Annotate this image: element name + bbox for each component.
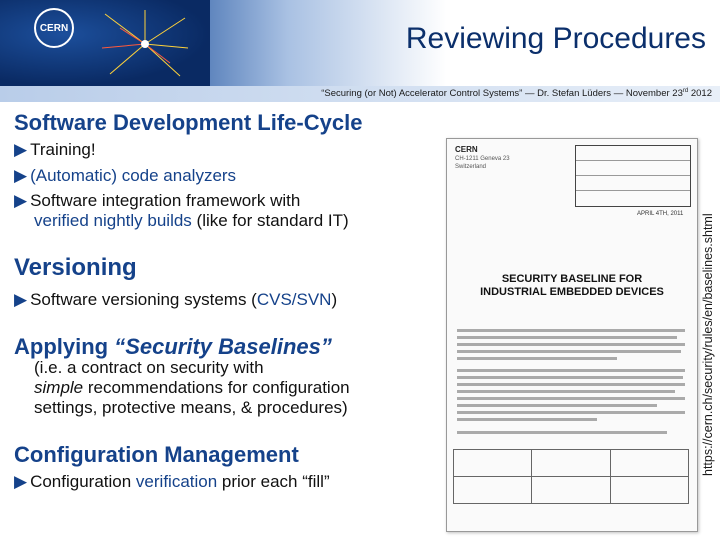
bullet-text-end: prior each “fill” <box>217 472 330 491</box>
bullet-integration <box>14 191 300 211</box>
doc-date: APRIL 4TH, 2011 <box>637 211 684 217</box>
doc-title-line-2: INDUSTRIAL EMBEDDED DEVICES <box>480 286 664 298</box>
heading-text: Applying <box>14 334 115 359</box>
bullet-versioning <box>14 290 337 310</box>
security-baseline-document <box>446 138 698 532</box>
heading-versioning: Versioning <box>14 254 137 281</box>
doc-title-line-1: SECURITY BASELINE FOR <box>501 273 643 285</box>
baselines-line-1: (i.e. a contract on security with <box>34 358 264 377</box>
bullet-config <box>14 472 330 492</box>
doc-approval-table <box>453 449 689 504</box>
baselines-url[interactable]: https://cern.ch/security/rules/en/baselines.shtml <box>701 213 715 476</box>
bullet-text: (like for standard IT) <box>191 211 349 230</box>
bullet-text: Training! <box>30 140 96 159</box>
line-text: recommendations for configuration <box>83 378 350 397</box>
subtitle-text: “Securing (or Not) Accelerator Control Systems” — Dr. Stefan Lüders — November 23 <box>321 88 683 100</box>
bullet-code-analyzers <box>14 166 236 186</box>
bullet-text: (Automatic) code analyzers <box>30 166 237 185</box>
page-title: Reviewing Procedures <box>405 22 706 55</box>
arrow-icon: ▶ <box>14 472 28 491</box>
bullet-training <box>14 140 96 160</box>
highlight-text: CVS/SVN <box>256 290 332 309</box>
heading-emph: “Security Baselines” <box>114 334 332 359</box>
arrow-icon: ▶ <box>14 140 28 159</box>
highlight-text: verification <box>135 472 218 491</box>
header-photo <box>0 0 210 86</box>
arrow-icon: ▶ <box>14 166 28 185</box>
doc-org: CERN <box>455 145 478 154</box>
particle-collision-image <box>100 8 190 80</box>
cern-logo: CERN <box>34 8 74 48</box>
doc-address: CH-1211 Geneva 23 Switzerland <box>455 156 510 170</box>
bullet-integration-cont <box>34 211 349 231</box>
doc-header-box <box>575 145 691 207</box>
doc-title <box>447 273 697 299</box>
bullet-text: Configuration <box>30 472 136 491</box>
baselines-line-3: settings, protective means, & procedures) <box>34 398 348 417</box>
baselines-line-2 <box>34 378 350 398</box>
header-banner <box>0 0 720 86</box>
highlight-text: verified nightly builds <box>34 211 192 230</box>
bullet-text: Software integration framework with <box>30 191 301 210</box>
heading-sdlc: Software Development Life-Cycle <box>14 110 363 135</box>
heading-config: Configuration Management <box>14 442 299 467</box>
subtitle-year: 2012 <box>688 88 712 100</box>
bullet-text: Software versioning systems ( <box>30 290 257 309</box>
arrow-icon: ▶ <box>14 191 28 210</box>
bullet-text-end: ) <box>331 290 338 309</box>
subtitle-sup: rd <box>682 88 689 94</box>
heading-baselines <box>14 334 332 360</box>
emph-text: simple <box>34 378 84 397</box>
arrow-icon: ▶ <box>14 290 28 309</box>
talk-subtitle <box>321 88 712 99</box>
